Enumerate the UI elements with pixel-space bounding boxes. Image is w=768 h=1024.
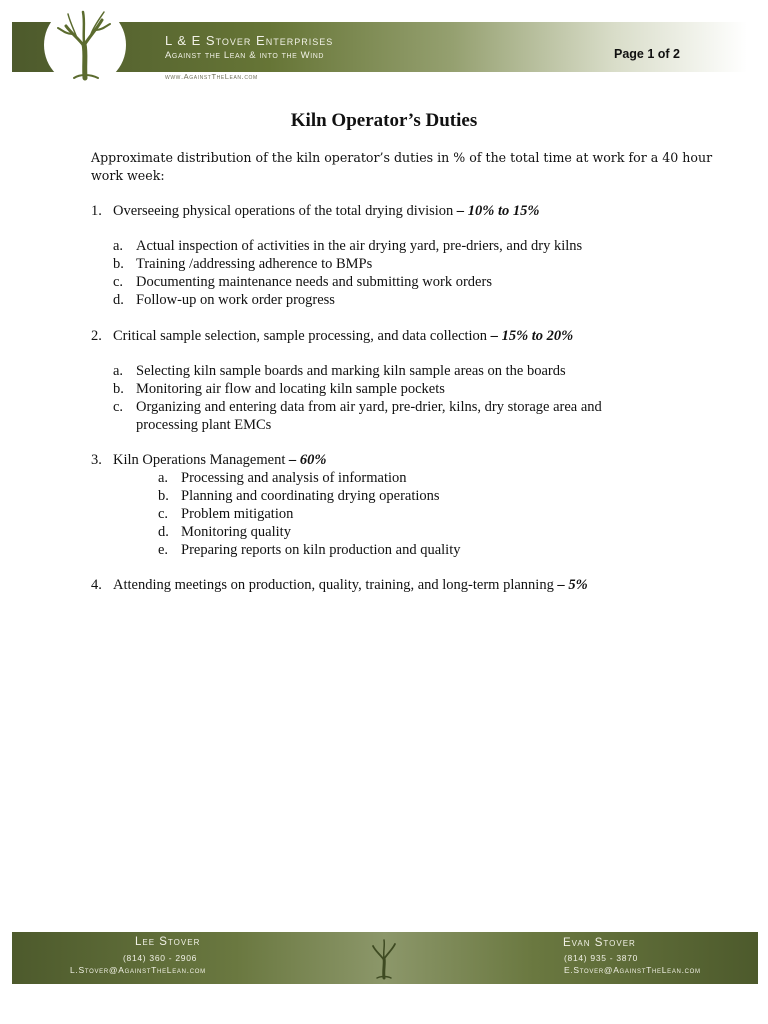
item-letter: c.: [113, 274, 124, 290]
list-item: Actual inspection of activities in the air drying yard, pre-driers, and dry kilns: [136, 238, 583, 254]
item-letter: a.: [158, 470, 169, 486]
document-title: Kiln Operator’s Duties: [290, 110, 478, 131]
footer-left-email[interactable]: L.Stover@AgainstTheLean.com: [70, 965, 206, 975]
item-letter: a.: [113, 238, 124, 254]
footer-right-email[interactable]: E.Stover@AgainstTheLean.com: [564, 965, 701, 975]
company-tagline: Against the Lean & into the Wind: [165, 50, 325, 61]
list-item: Selecting kiln sample boards and marking kiln sample areas on the boards: [136, 363, 566, 379]
footer-right-name: Evan Stover: [563, 937, 636, 949]
list-item: Problem mitigation: [181, 506, 294, 522]
list-item: Training /addressing adherence to BMPs: [136, 256, 373, 272]
section-text: Attending meetings on production, quality, training, and long-term planning: [113, 577, 554, 593]
tree-logo-icon: [44, 4, 126, 86]
item-letter: b.: [113, 256, 124, 272]
company-name: L & E Stover Enterprises: [165, 33, 334, 48]
section-text: Overseeing physical operations of the total drying division: [113, 203, 454, 219]
tree-footer-icon: [364, 932, 404, 984]
page-number: Page 1 of 2: [614, 47, 680, 61]
section-heading: [113, 576, 588, 594]
section-percent: – 5%: [557, 577, 588, 593]
item-letter: d.: [113, 292, 124, 308]
item-letter: d.: [158, 524, 169, 540]
item-letter: b.: [158, 488, 169, 504]
list-item: Follow-up on work order progress: [136, 292, 335, 308]
section-percent: – 10% to 15%: [456, 203, 540, 219]
item-letter: b.: [113, 381, 124, 397]
item-letter: c.: [113, 399, 124, 415]
section-percent: – 15% to 20%: [490, 328, 574, 344]
list-item: Processing and analysis of information: [181, 470, 407, 486]
list-item: Monitoring air flow and locating kiln sample pockets: [136, 381, 445, 397]
item-letter: a.: [113, 363, 124, 379]
company-url[interactable]: www.AgainstTheLean.com: [165, 72, 258, 81]
section-text: Critical sample selection, sample processing, and data collection: [113, 328, 488, 344]
list-item: Organizing and entering data from air yard, pre-drier, kilns, dry storage area and: [136, 399, 602, 415]
section-heading: [113, 202, 539, 220]
section-number: 3.: [91, 452, 102, 468]
section-number: 2.: [91, 328, 102, 344]
footer-left-phone: (814) 360 - 2906: [123, 953, 198, 963]
list-item: Preparing reports on kiln production and quality: [181, 542, 461, 558]
section-text: Kiln Operations Management: [113, 452, 289, 468]
section-heading: [113, 451, 326, 469]
section-number: 1.: [91, 203, 102, 219]
item-letter: e.: [158, 542, 169, 558]
list-item: Monitoring quality: [181, 524, 291, 540]
list-item-continuation: processing plant EMCs: [136, 417, 272, 433]
intro-line-2: work week:: [91, 168, 165, 183]
section-heading: [113, 327, 573, 345]
intro-line-1: Approximate distribution of the kiln operator’s duties in % of the total time at work for a 40 hour: [91, 150, 713, 165]
section-number: 4.: [91, 577, 102, 593]
item-letter: c.: [158, 506, 169, 522]
section-percent: – 60%: [288, 452, 327, 468]
footer-left-name: Lee Stover: [135, 936, 201, 948]
list-item: Documenting maintenance needs and submitting work orders: [136, 274, 492, 290]
list-item: Planning and coordinating drying operations: [181, 488, 440, 504]
footer-right-phone: (814) 935 - 3870: [564, 953, 639, 963]
